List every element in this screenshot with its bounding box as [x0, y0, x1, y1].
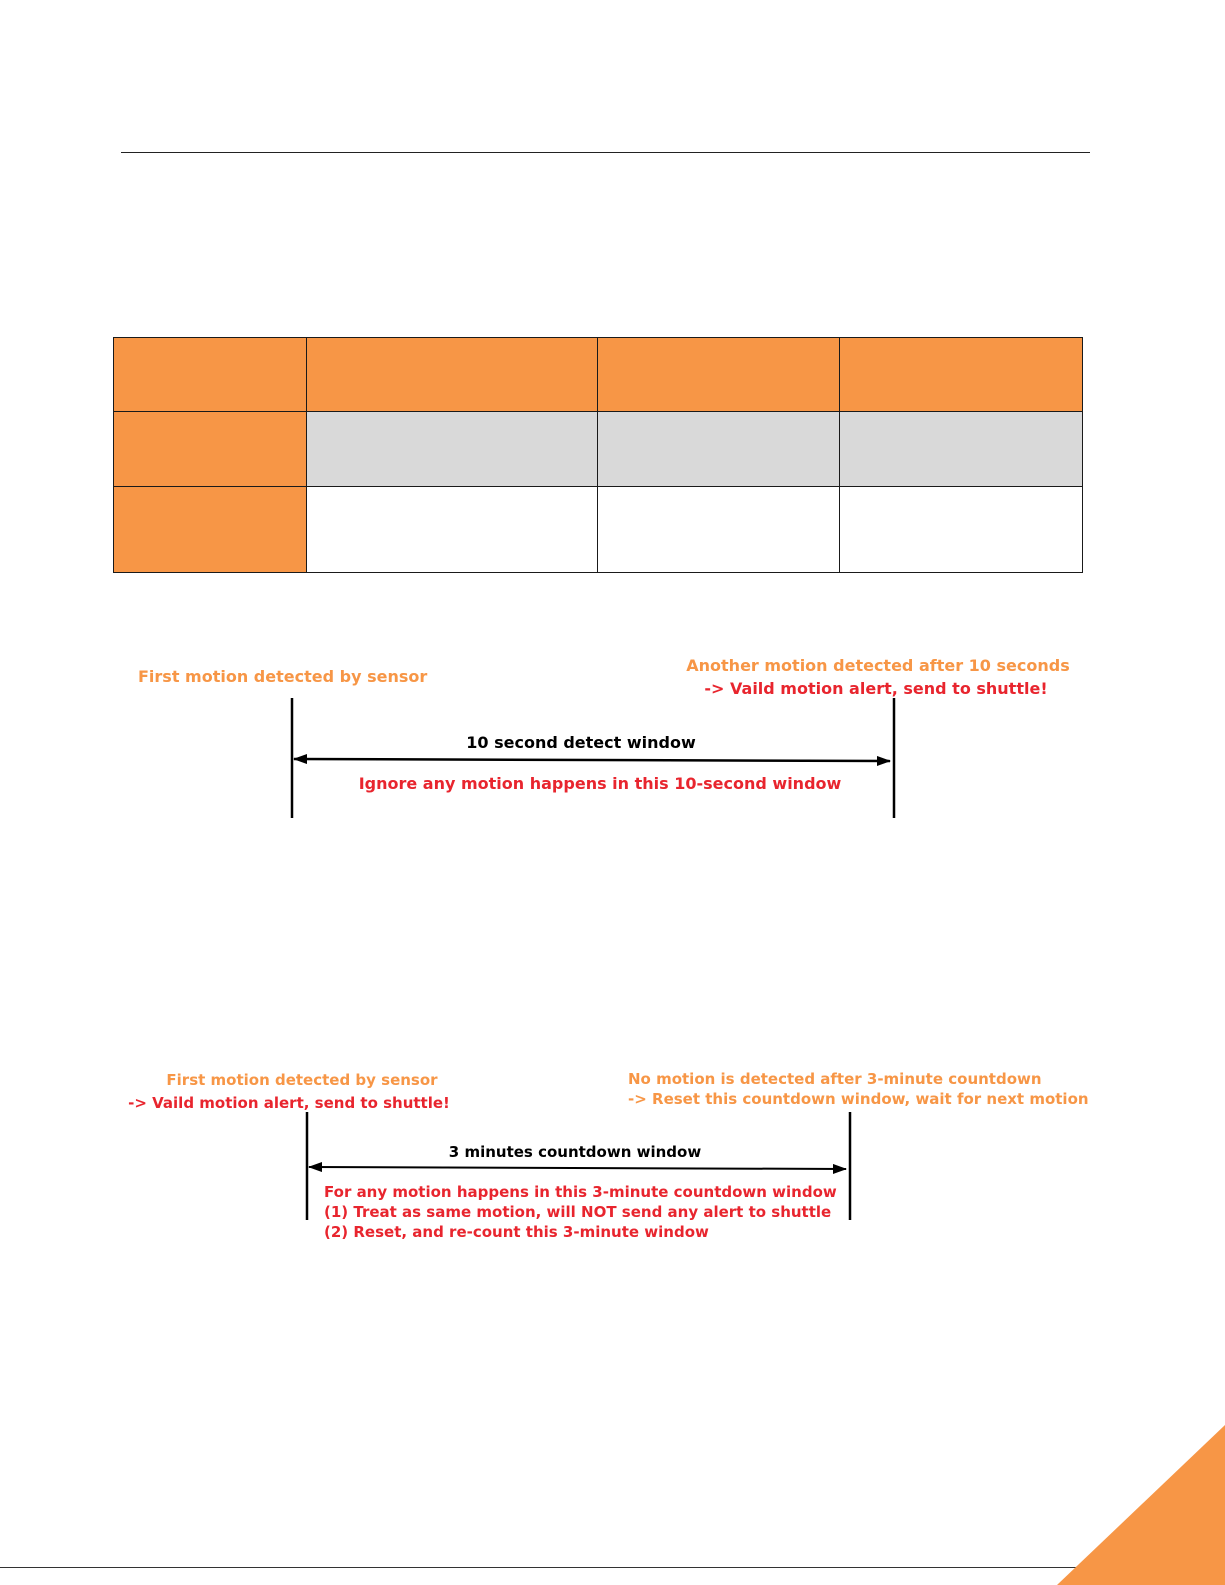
- table-cell: [840, 412, 1083, 487]
- table-cell: [114, 487, 307, 573]
- detect-window-svg: [0, 640, 1225, 830]
- window-arrow: [309, 1167, 846, 1169]
- first-motion-label: First motion detected by sensor: [166, 1071, 438, 1089]
- table-cell: [598, 487, 840, 573]
- table-row: [114, 412, 1083, 487]
- valid-alert-label: -> Vaild motion alert, send to shuttle!: [128, 1094, 450, 1112]
- table-row: [114, 338, 1083, 412]
- no-motion-label: No motion is detected after 3-minute countdown: [628, 1070, 1042, 1088]
- footer-rule: [0, 1567, 1225, 1568]
- header-rule: [121, 152, 1090, 153]
- another-motion-label: Another motion detected after 10 seconds: [686, 656, 1070, 675]
- first-motion-label: First motion detected by sensor: [138, 667, 428, 686]
- countdown-note-line: (1) Treat as same motion, will NOT send any alert to shuttle: [324, 1203, 832, 1221]
- table-cell: [307, 412, 598, 487]
- table-cell: [598, 412, 840, 487]
- orange-header-table: [113, 337, 1083, 573]
- table-cell: [307, 338, 598, 412]
- window-arrow: [294, 759, 890, 761]
- table-cell: [840, 338, 1083, 412]
- table-cell: [840, 487, 1083, 573]
- table-cell: [307, 487, 598, 573]
- countdown-window-diagram: [0, 1060, 1225, 1260]
- countdown-window-svg: [0, 1060, 1225, 1260]
- window-label: 10 second detect window: [466, 733, 696, 752]
- table-cell: [114, 338, 307, 412]
- valid-alert-label: -> Vaild motion alert, send to shuttle!: [704, 679, 1048, 698]
- table-cell: [114, 412, 307, 487]
- countdown-note-line: (2) Reset, and re-count this 3-minute window: [324, 1223, 709, 1241]
- detect-window-diagram: [0, 640, 1225, 830]
- reset-window-label: -> Reset this countdown window, wait for next motion: [628, 1090, 1089, 1108]
- countdown-note-line: For any motion happens in this 3-minute countdown window: [324, 1183, 837, 1201]
- table-cell: [598, 338, 840, 412]
- table-row: [114, 487, 1083, 573]
- corner-triangle-decoration: [1045, 1405, 1225, 1585]
- ignore-note: Ignore any motion happens in this 10-second window: [358, 774, 842, 793]
- window-label: 3 minutes countdown window: [448, 1143, 702, 1161]
